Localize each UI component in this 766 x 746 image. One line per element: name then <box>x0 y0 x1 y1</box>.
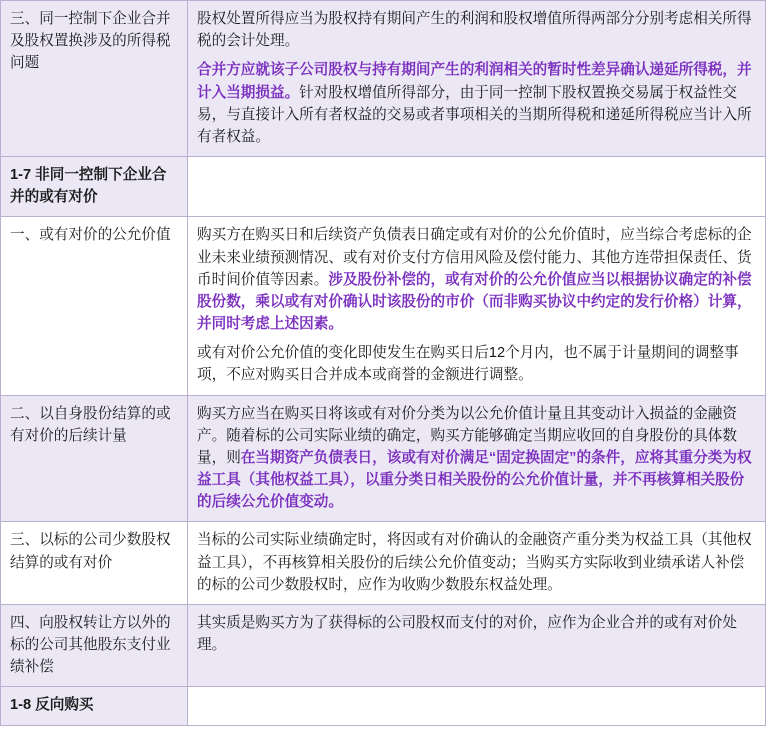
paragraph <box>197 59 756 148</box>
row-body-cell <box>188 395 766 522</box>
row-body-cell <box>188 604 766 687</box>
row-label-text: 三、以标的公司少数股权结算的或有对价 <box>10 532 171 571</box>
row-label-cell <box>1 1 188 157</box>
body-text: 购买方在购买日和后续资产负债表日确定或有对价的公允价值时，应当综合考虑标的企业未来业绩预测情况、或有对价支付方信用风险及偿付能力、其他方连带担保责任、货币时间价值等因素。 <box>197 227 752 288</box>
body-text: 股权处置所得应当为股权持有期间产生的利润和股权增值所得两部分分别考虑相关所得税的会计处理。 <box>197 11 752 50</box>
section-title-cell <box>1 157 188 217</box>
section-header-row <box>1 157 766 217</box>
body-text: 购买方应当在购买日将该或有对价分类为以公允价值计量且其变动计入损益的金融资产。随着标的公司实际业绩的确定，购买方能够确定当期应收回的自身股份的具体数量，则 <box>197 405 737 466</box>
table-body <box>1 1 766 726</box>
highlighted-text: 在当期资产负债表日，该或有对价满足“固定换固定”的条件，应将其重分类为权益工具（其他权益工具），以重分类日相关股份的公允价值计量，并不再核算相关股份的后续公允价值变动。 <box>197 449 752 511</box>
section-header-row <box>1 687 766 725</box>
paragraph <box>197 403 756 514</box>
section-title-cell <box>1 687 188 725</box>
paragraph <box>197 224 756 335</box>
row-label-cell <box>1 217 188 395</box>
paragraph <box>197 342 756 386</box>
paragraph <box>197 8 756 52</box>
row-label-text: 1-8 反向购买 <box>10 697 94 714</box>
row-label-text: 一、或有对价的公允价值 <box>10 227 171 244</box>
row-body-cell <box>188 687 766 725</box>
row-body-cell <box>188 522 766 605</box>
table-row <box>1 217 766 395</box>
body-text: 其实质是购买方为了获得标的公司股权而支付的对价，应作为企业合并的或有对价处理。 <box>197 614 737 654</box>
highlighted-text: 涉及股份补偿的，或有对价的公允价值应当以根据协议确定的补偿股份数，乘以或有对价确认时该股份的市价（而非购买协议中约定的发行价格）计算，并同时考虑上述因素。 <box>197 271 752 333</box>
table-row <box>1 522 766 605</box>
row-label-text: 三、同一控制下企业合并及股权置换涉及的所得税问题 <box>10 11 171 72</box>
body-text: 针对股权增值所得部分，由于同一控制下股权置换交易属于权益性交易，与直接计入所有者权益的交易或者事项相关的当期所得税和递延所得税应当计入所有者权益。 <box>197 84 752 145</box>
body-text: 当标的公司实际业绩确定时，将因或有对价确认的金融资产重分类为权益工具（其他权益工具），不再核算相关股份的后续公允价值变动；当购买方实际收到业绩承诺人补偿的标的公司少数股权时，应作为收购少数股东权益处理。 <box>197 532 752 593</box>
row-label-cell <box>1 522 188 605</box>
row-body-cell <box>188 1 766 157</box>
paragraph <box>197 612 756 656</box>
row-label-text: 1-7 非同一控制下企业合并的或有对价 <box>10 167 167 206</box>
row-label-text: 二、以自身股份结算的或有对价的后续计量 <box>10 405 171 444</box>
highlighted-text: 合并方应就该子公司股权与持有期间产生的利润相关的暂时性差异确认递延所得税，并计入当期损益。 <box>197 62 752 101</box>
paragraph <box>197 529 756 596</box>
table-row <box>1 1 766 157</box>
row-label-cell <box>1 604 188 687</box>
row-label-text: 四、向股权转让方以外的标的公司其他股东支付业绩补偿 <box>10 614 171 676</box>
row-body-cell <box>188 157 766 217</box>
table-row <box>1 604 766 687</box>
table-row <box>1 395 766 522</box>
body-text: 或有对价公允价值的变化即使发生在购买日后12个月内，也不属于计量期间的调整事项，不应对购买日合并成本或商誉的金额进行调整。 <box>197 345 739 384</box>
row-label-cell <box>1 395 188 522</box>
row-body-cell <box>188 217 766 395</box>
